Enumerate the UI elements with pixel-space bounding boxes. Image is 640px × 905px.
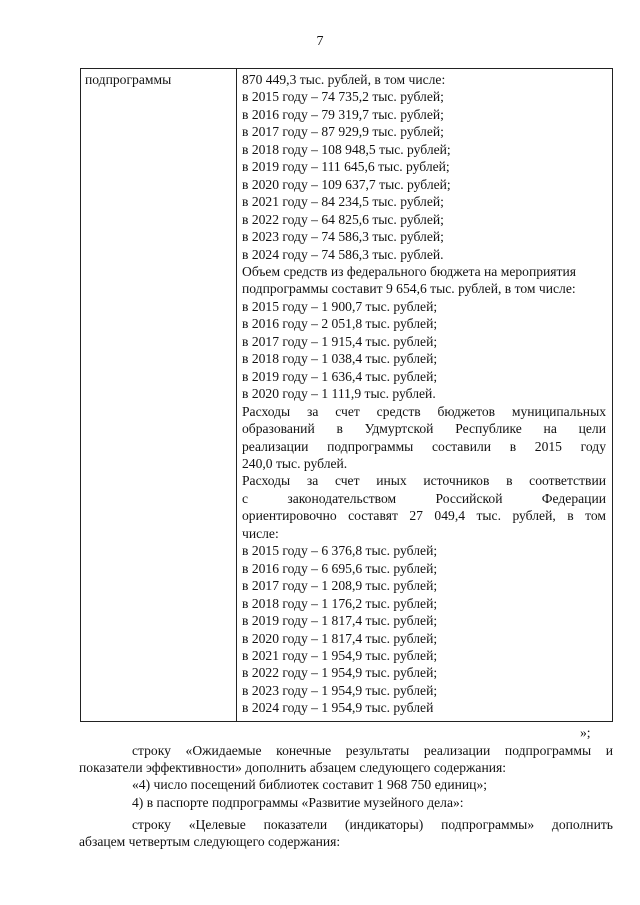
row-label-cell <box>81 69 237 722</box>
content-line: ориентировочно составят 27 049,4 тыс. рублей, в том <box>242 508 606 524</box>
body-line: показатели эффективности» дополнить абзацем следующего содержания: <box>79 760 507 776</box>
content-line: в 2015 году – 1 900,7 тыс. рублей; <box>242 298 438 314</box>
content-line: в 2015 году – 6 376,8 тыс. рублей; <box>242 543 438 559</box>
body-line: строку «Целевые показатели (индикаторы) подпрограммы» дополнить <box>132 817 613 832</box>
content-line: числе: <box>242 525 279 541</box>
content-line: образований в Удмуртской Республике на цели <box>242 421 606 437</box>
body-line: строку «Ожидаемые конечные результаты реализации подпрограммы и <box>132 743 613 758</box>
page-number: 7 <box>316 34 324 49</box>
content-line: в 2017 году – 87 929,9 тыс. рублей; <box>242 124 444 140</box>
passport-table <box>80 68 613 722</box>
body-line: абзацем четвертым следующего содержания: <box>79 834 341 850</box>
content-line: подпрограммы составит 9 654,6 тыс. рублей, в том числе: <box>242 281 576 297</box>
content-line: в 2024 году – 74 586,3 тыс. рублей. <box>242 246 444 262</box>
content-line: в 2018 году – 1 038,4 тыс. рублей; <box>242 351 438 367</box>
content-line: в 2016 году – 79 319,7 тыс. рублей; <box>242 106 444 122</box>
content-line: 870 449,3 тыс. рублей, в том числе: <box>242 72 446 87</box>
content-line: в 2020 году – 1 817,4 тыс. рублей; <box>242 630 438 646</box>
content-line: Расходы за счет средств бюджетов муниципальных <box>242 403 606 419</box>
content-line: в 2020 году – 1 111,9 тыс. рублей. <box>242 386 436 402</box>
content-line: в 2018 году – 108 948,5 тыс. рублей; <box>242 141 451 157</box>
content-line: в 2024 году – 1 954,9 тыс. рублей <box>242 700 434 716</box>
content-line: в 2019 году – 1 817,4 тыс. рублей; <box>242 613 438 629</box>
content-line: реализации подпрограммы составили в 2015 году <box>242 438 606 454</box>
closing-quote: »; <box>580 725 591 740</box>
content-line: в 2018 году – 1 176,2 тыс. рублей; <box>242 595 438 611</box>
content-line: в 2021 году – 1 954,9 тыс. рублей; <box>242 647 438 663</box>
content-line: в 2021 году – 84 234,5 тыс. рублей; <box>242 194 444 210</box>
row-label: подпрограммы <box>85 72 172 87</box>
body-line: «4) число посещений библиотек составит 1 968 750 единиц»; <box>132 777 488 793</box>
content-line: с законодательством Российской Федерации <box>242 490 606 506</box>
content-line: в 2019 году – 111 645,6 тыс. рублей; <box>242 159 450 175</box>
content-line: в 2020 году – 109 637,7 тыс. рублей; <box>242 176 451 192</box>
body-paragraphs <box>79 742 613 811</box>
body-line: 4) в паспорте подпрограммы «Развитие музейного дела»: <box>132 794 464 810</box>
content-line: в 2022 году – 64 825,6 тыс. рублей; <box>242 211 444 227</box>
content-line: в 2015 году – 74 735,2 тыс. рублей; <box>242 89 444 105</box>
content-line: Расходы за счет иных источников в соответствии <box>242 473 606 489</box>
body-paragraphs-2 <box>79 816 613 850</box>
content-line: в 2019 году – 1 636,4 тыс. рублей; <box>242 368 438 384</box>
content-line: в 2023 году – 1 954,9 тыс. рублей; <box>242 682 438 698</box>
row-content-cell <box>237 69 613 722</box>
content-line: Объем средств из федерального бюджета на мероприятия <box>242 263 577 279</box>
content-line: в 2023 году – 74 586,3 тыс. рублей; <box>242 229 444 245</box>
table-row <box>81 69 613 722</box>
content-line: в 2022 году – 1 954,9 тыс. рублей; <box>242 665 438 681</box>
content-line: 240,0 тыс. рублей. <box>242 455 348 471</box>
content-line: в 2017 году – 1 915,4 тыс. рублей; <box>242 333 438 349</box>
content-line: в 2016 году – 2 051,8 тыс. рублей; <box>242 316 438 332</box>
content-line: в 2016 году – 6 695,6 тыс. рублей; <box>242 560 438 576</box>
content-line: в 2017 году – 1 208,9 тыс. рублей; <box>242 578 438 594</box>
